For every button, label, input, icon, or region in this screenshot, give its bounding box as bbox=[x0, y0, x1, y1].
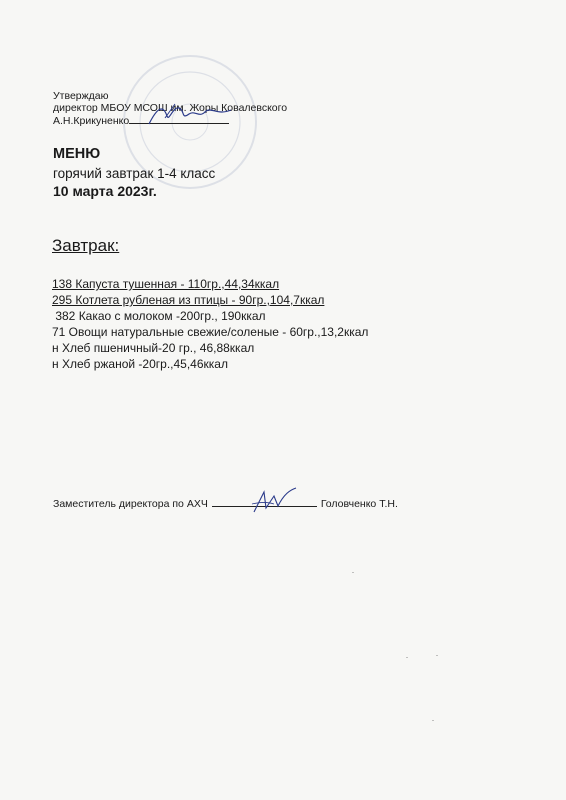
director-signature bbox=[145, 98, 235, 130]
menu-title: МЕНЮ bbox=[53, 146, 101, 162]
scan-speck bbox=[352, 572, 354, 573]
scan-speck bbox=[436, 655, 438, 656]
list-item: 382 Какао с молоком -200гр., 190ккал bbox=[52, 309, 266, 323]
scan-speck bbox=[406, 657, 408, 658]
approval-line-1: Утверждаю bbox=[53, 90, 109, 102]
approval-line-2: директор МБОУ МСОШ им. Жоры Ковалевского bbox=[53, 102, 288, 114]
menu-items-list bbox=[52, 276, 368, 372]
list-item: н Хлеб ржаной -20гр.,45,46ккал bbox=[52, 357, 228, 371]
list-item: н Хлеб пшеничный-20 гр., 46,88ккал bbox=[52, 341, 255, 355]
approval-line-3: А.Н.Крикуненко bbox=[53, 115, 130, 127]
menu-date: 10 марта 2023г. bbox=[53, 183, 157, 199]
deputy-name: Головченко Т.Н. bbox=[320, 498, 398, 510]
scan-speck bbox=[432, 720, 434, 721]
deputy-position: Заместитель директора по АХЧ bbox=[53, 498, 208, 510]
deputy-signature-block bbox=[53, 497, 398, 510]
meal-heading: Завтрак: bbox=[52, 236, 120, 255]
list-item: 295 Котлета рубленая из птицы - 90гр.,104,7ккал bbox=[52, 293, 325, 307]
list-item: 138 Капуста тушенная - 110гр.,44,34ккал bbox=[52, 277, 280, 291]
list-item: 71 Овощи натуральные свежие/соленые - 60гр.,13,2ккал bbox=[52, 325, 369, 339]
menu-subtitle: горячий завтрак 1-4 класс bbox=[53, 166, 216, 181]
deputy-signature bbox=[250, 486, 300, 516]
